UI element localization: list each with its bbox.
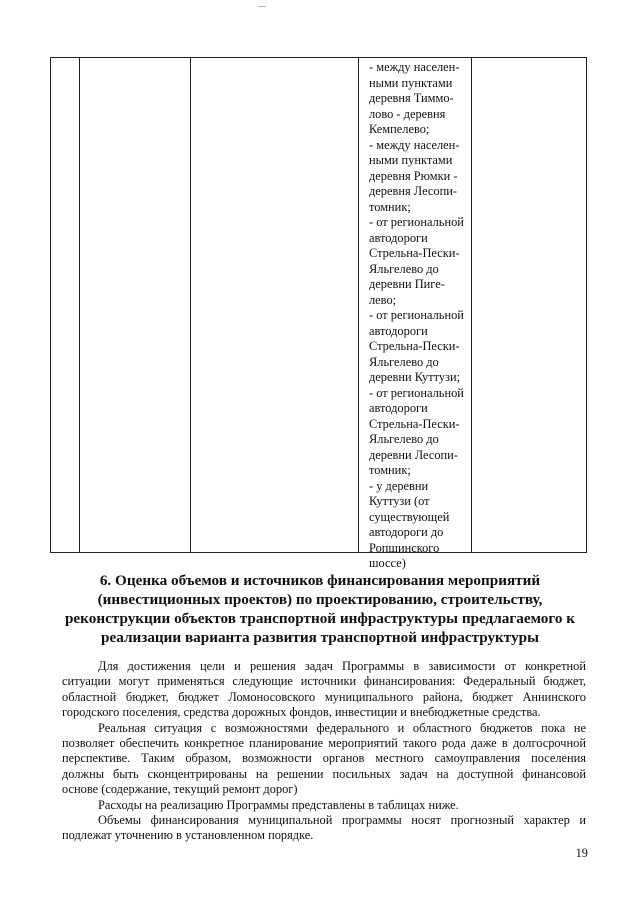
continuation-table (50, 57, 587, 570)
paragraph-line: ситуации могут применяться следующие источники финансирования: Федеральный бюджет, (62, 674, 586, 689)
table-line: автодороги до (369, 525, 444, 539)
table-line: - между населен- (369, 137, 460, 152)
table-line: Куттузи (от (369, 494, 430, 508)
paragraph-line: должны быть сконцентрированы на решении посильных задач на доступной финансовой (62, 766, 586, 781)
scan-mark (258, 6, 266, 7)
table-line: - от региональной (369, 215, 464, 229)
heading-line: реализации варианта развития транспортной инфраструктуры (101, 629, 539, 646)
table-line: - от региональной (369, 385, 464, 400)
paragraph-line: Реальная ситуация с возможностями федерального и областного бюджетов пока не (98, 720, 586, 735)
table-line: ными пунктами (369, 75, 453, 90)
table-line: - от региональной (369, 308, 464, 322)
table-line: томник; (369, 199, 411, 214)
table-cell-number (50, 57, 79, 553)
table-line: Ропшинского (369, 540, 440, 555)
paragraph-line: областной бюджет, бюджет Ломоносовского муниципального района, бюджет Аннинского (62, 689, 586, 704)
table-line: Яльгелево до (369, 354, 439, 369)
paragraph-line: позволяет обеспечить конкретное планирование мероприятий такого рода даже в долгосрочной (62, 736, 586, 751)
table-line: - между населен- (369, 60, 460, 74)
table-cell-2 (79, 57, 190, 553)
table-line: Яльгелево до (369, 432, 439, 446)
table-line: лево; (369, 292, 397, 307)
paragraph-line: городского поселения, средства дорожных фондов, инвестиции и внебюджетные средства. (62, 705, 541, 720)
paragraph (62, 659, 586, 721)
table-line: шоссе) (369, 556, 406, 570)
table-line: Кемпелево; (369, 122, 430, 136)
table-line: деревня Тиммо- (369, 91, 454, 105)
table-line: деревня Лесопи- (369, 184, 457, 198)
road-section-list (369, 60, 471, 572)
heading-line: (инвестиционных проектов) по проектированию, строительству, (97, 591, 543, 608)
table-line: автодороги (369, 401, 428, 415)
table-line: деревни Лесопи- (369, 447, 458, 462)
table-line: автодороги (369, 323, 428, 338)
table-line: ными пунктами (369, 153, 453, 167)
table-line: лово - деревня (369, 106, 446, 121)
table-line: деревня Рюмки - (369, 168, 458, 183)
table-line: Стрельна-Пески- (369, 246, 460, 260)
table-line: - у деревни (369, 478, 429, 493)
table-line: Стрельна-Пески- (369, 339, 460, 353)
paragraph (62, 721, 586, 798)
paragraph (62, 813, 586, 844)
paragraph-line: Для достижения цели и решения задач Программы в зависимости от конкретной (98, 659, 586, 673)
table-line: существующей (369, 509, 450, 524)
table-cell-3 (190, 57, 358, 553)
table-line: деревни Пиге- (369, 277, 445, 291)
page-number: 19 (575, 846, 588, 860)
paragraph-line: перспективе. Таким образом, возможности органов местного самоуправления поселения (62, 751, 586, 766)
table-line: томник; (369, 463, 411, 477)
paragraph-line: основе (содержание, текущий ремонт дорог) (62, 782, 298, 797)
paragraph-line: подлежат уточнению в установленном порядке. (62, 828, 314, 843)
heading-line: реконструкции объектов транспортной инфраструктуры предлагаемого к (64, 610, 575, 627)
heading-line: 6. Оценка объемов и источников финансирования мероприятий (99, 572, 541, 589)
paragraph (62, 798, 586, 813)
section-heading (40, 571, 600, 647)
table-line: Яльгелево до (369, 261, 439, 276)
table-cell-5 (471, 57, 587, 553)
table-line: Стрельна-Пески- (369, 416, 460, 431)
table-line: деревни Куттузи; (369, 370, 461, 384)
paragraph-line: Объемы финансирования муниципальной программы носят прогнозный характер и (98, 813, 586, 828)
body-text (62, 659, 586, 844)
table-line: автодороги (369, 230, 428, 245)
paragraph-line: Расходы на реализацию Программы представлены в таблицах ниже. (98, 797, 459, 812)
table-cell-description (358, 57, 471, 570)
